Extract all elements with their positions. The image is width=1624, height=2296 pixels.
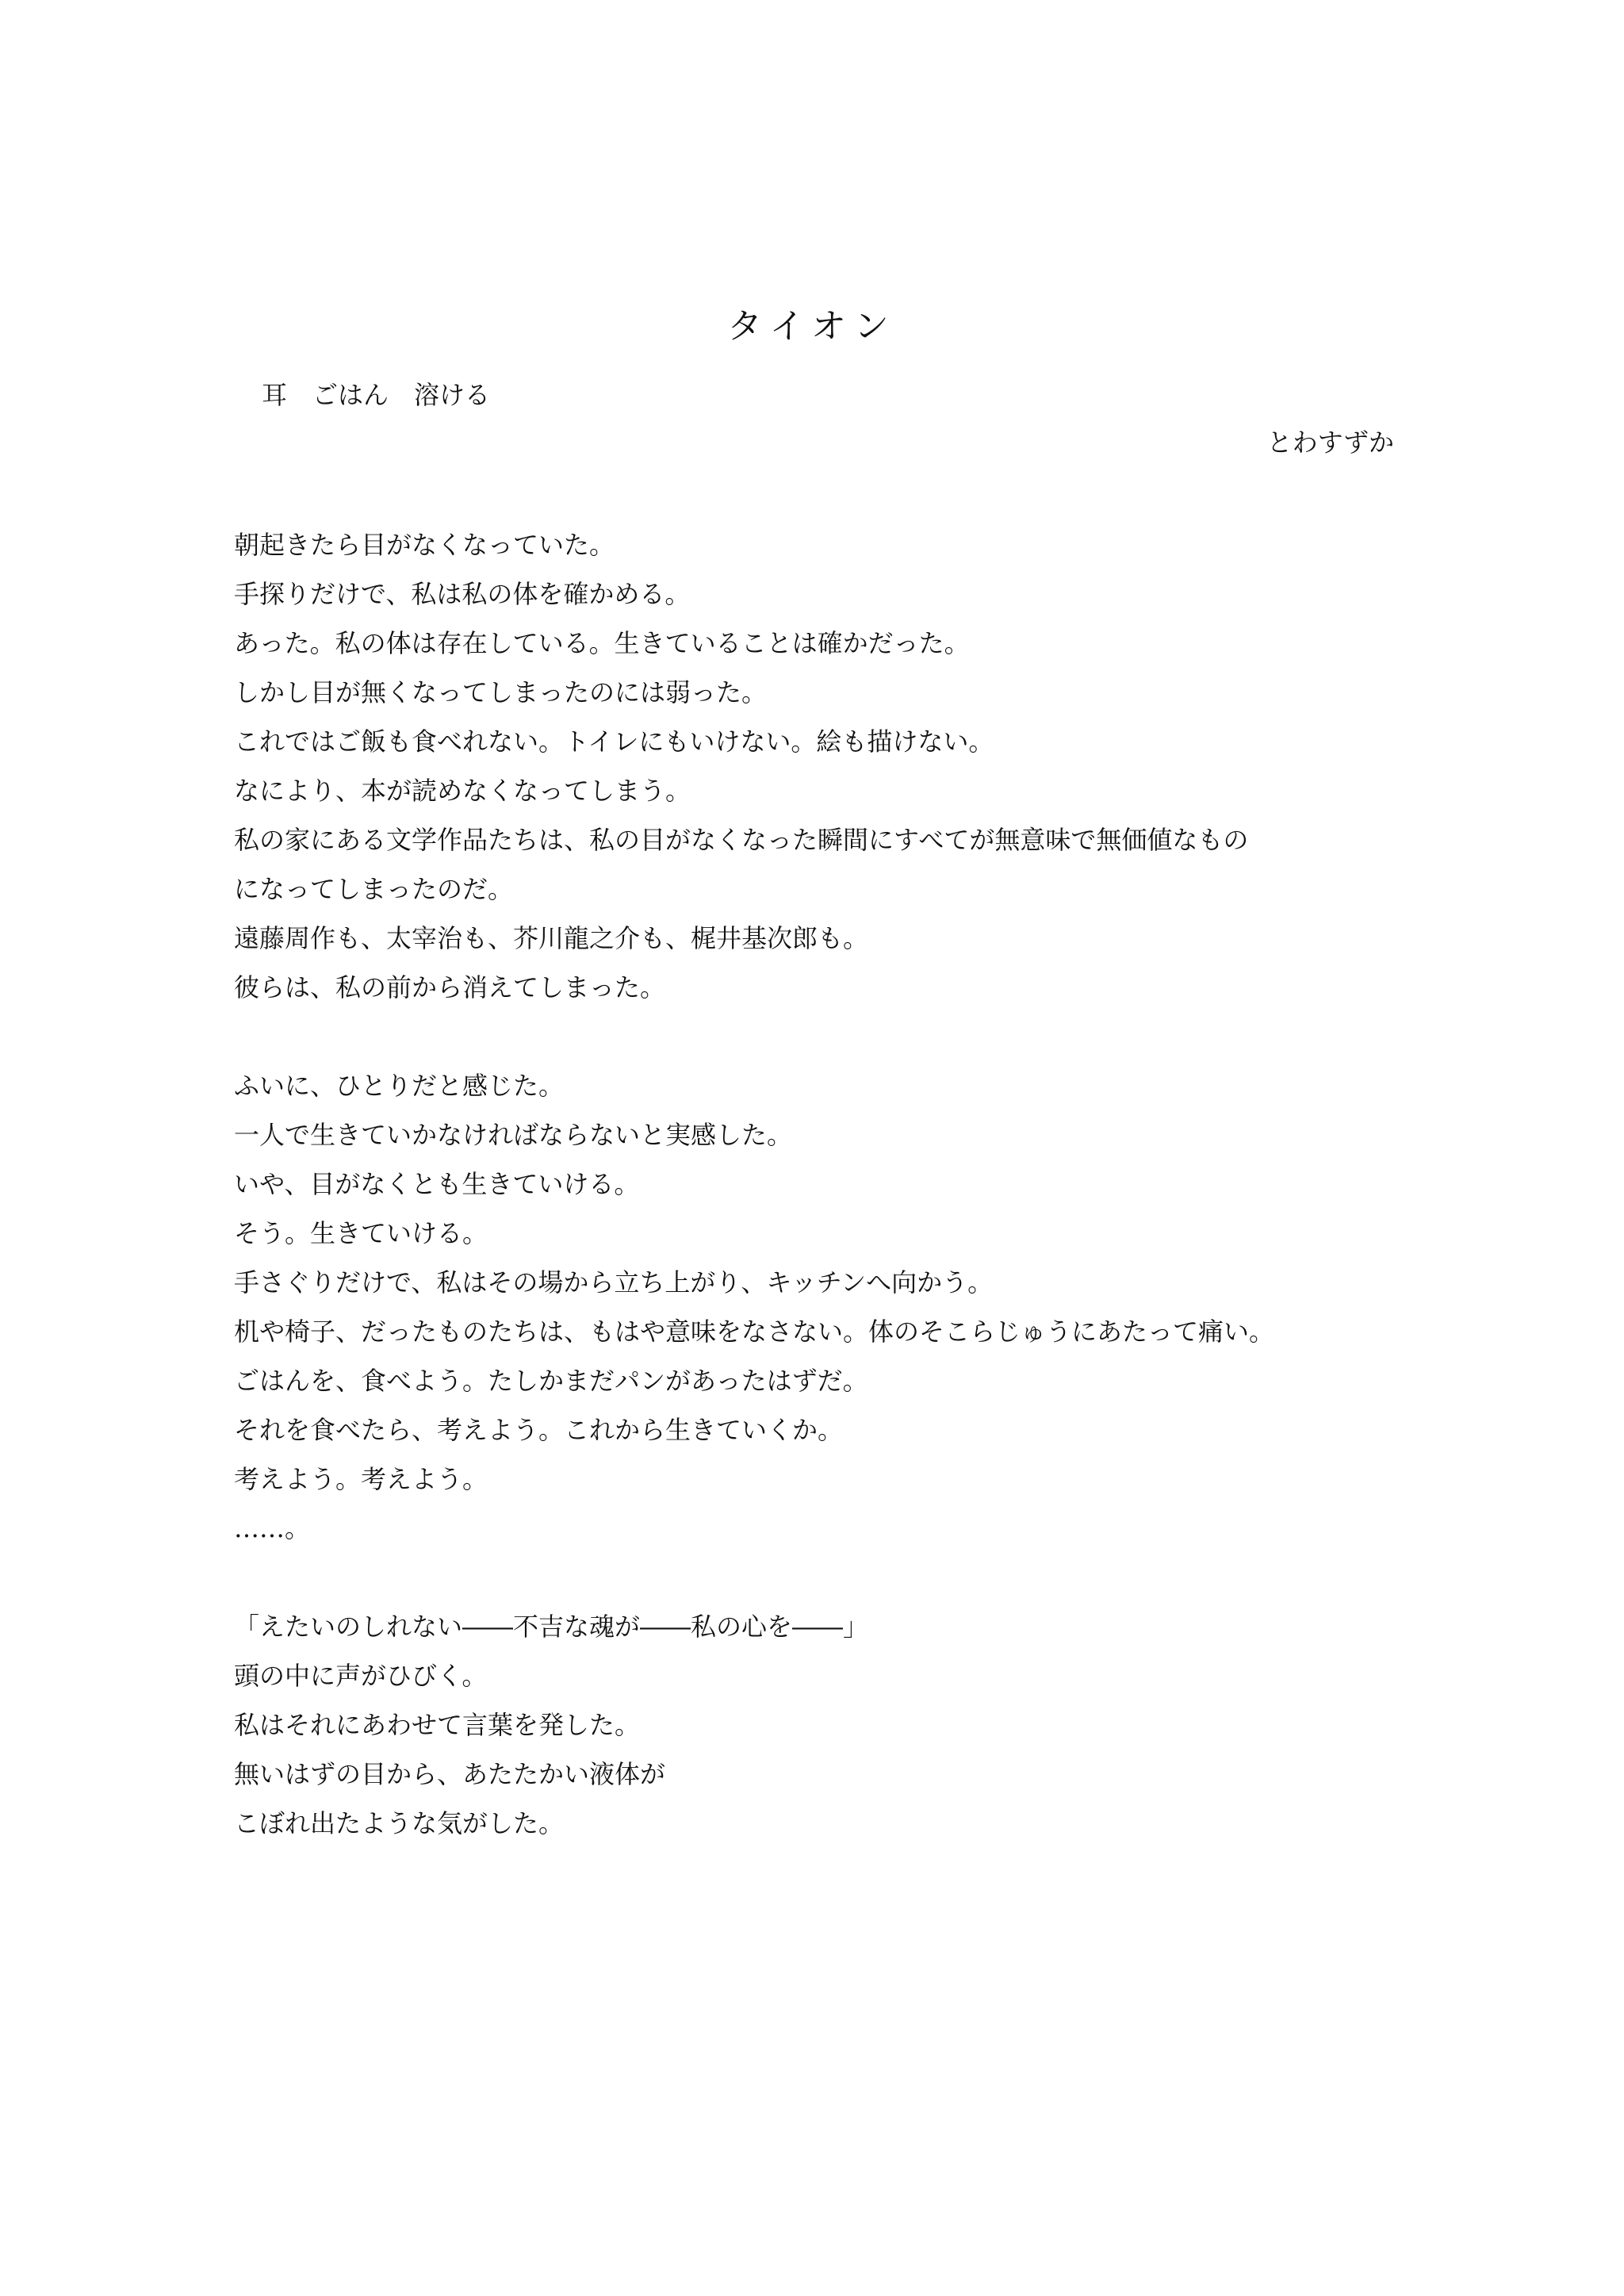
paragraph-2 bbox=[234, 1061, 1400, 1553]
body-line: いや、目がなくとも生きていける。 bbox=[234, 1169, 640, 1199]
body-line: 一人で生きていかなければならないと実感した。 bbox=[234, 1120, 793, 1150]
body-line: ふいに、ひとりだと感じた。 bbox=[234, 1071, 565, 1101]
body-line: ……。 bbox=[234, 1513, 311, 1543]
paragraph-3 bbox=[234, 1602, 1400, 1848]
story-body bbox=[234, 520, 1400, 1848]
body-line: 私はそれにあわせて言葉を発した。 bbox=[234, 1710, 641, 1740]
body-line: 「えたいのしれない――不吉な魂が――私の心を――」 bbox=[234, 1612, 869, 1642]
body-line: 考えよう。考えよう。 bbox=[234, 1464, 488, 1494]
body-line: ごはんを、食べよう。たしかまだパンがあったはずだ。 bbox=[234, 1366, 868, 1396]
body-line: 無いはずの目から、あたたかい液体が bbox=[234, 1759, 666, 1789]
body-line: 机や椅子、だったものたちは、もはや意味をなさない。体のそこらじゅうにあたって痛い。 bbox=[234, 1317, 1275, 1347]
body-line: しかし目が無くなってしまったのには弱った。 bbox=[234, 677, 768, 707]
author-name: とわすずか bbox=[1266, 427, 1394, 458]
body-line: 彼らは、私の前から消えてしまった。 bbox=[234, 972, 666, 1002]
body-line: 手さぐりだけで、私はその場から立ち上がり、キッチンへ向かう。 bbox=[234, 1267, 994, 1297]
body-line: になってしまったのだ。 bbox=[234, 874, 514, 904]
paragraph-spacer bbox=[234, 1012, 1400, 1061]
paragraph-spacer bbox=[234, 1553, 1400, 1602]
body-line: これではご飯も食べれない。トイレにもいけない。絵も描けない。 bbox=[234, 726, 994, 757]
body-line: 朝起きたら目がなくなっていた。 bbox=[234, 530, 615, 560]
paragraph-1 bbox=[234, 520, 1400, 1012]
body-line: そう。生きていける。 bbox=[234, 1218, 488, 1248]
body-line: それを食べたら、考えよう。これから生きていくか。 bbox=[234, 1415, 844, 1445]
body-line: 私の家にある文学作品たちは、私の目がなくなった瞬間にすべてが無意味で無価値なもの bbox=[234, 825, 1249, 855]
body-line: 遠藤周作も、太宰治も、芥川龍之介も、梶井基次郎も。 bbox=[234, 923, 869, 953]
body-line: 手探りだけで、私は私の体を確かめる。 bbox=[234, 579, 691, 609]
body-line: こぼれ出たような気がした。 bbox=[234, 1808, 565, 1838]
body-line: 頭の中に声がひびく。 bbox=[234, 1661, 488, 1691]
story-keywords: 耳 ごはん 溶ける bbox=[262, 380, 491, 410]
body-line: あった。私の体は存在している。生きていることは確かだった。 bbox=[234, 628, 970, 658]
body-line: なにより、本が読めなくなってしまう。 bbox=[234, 776, 691, 806]
story-title: タイオン bbox=[727, 306, 897, 347]
